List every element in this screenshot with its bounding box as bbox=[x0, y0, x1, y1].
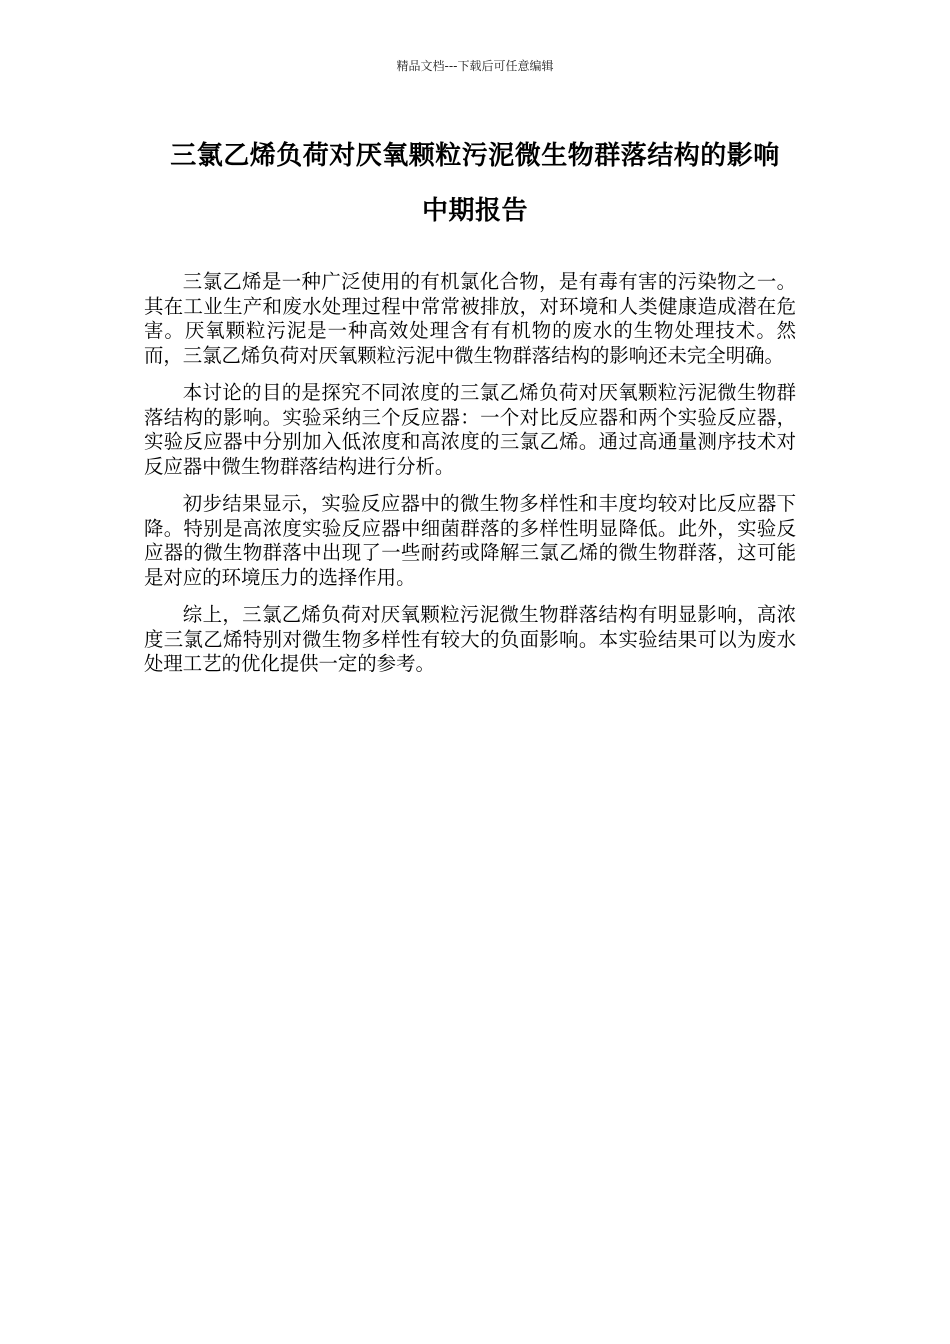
body-paragraph-1: 三氯乙烯是一种广泛使用的有机氯化合物，是有毒有害的污染物之一。其在工业生产和废水处理过程中常常被排放，对环境和人类健康造成潜在危害。厌氧颗粒污泥是一种高效处理含有有机物的废水的生物处理技术。然而，三氯乙烯负荷对厌氧颗粒污泥中微生物群落结构的影响还未完全明确。 bbox=[144, 270, 796, 367]
header-note: 精品文档---下载后可任意编辑 bbox=[396, 59, 554, 73]
body-paragraph-2: 本讨论的目的是探究不同浓度的三氯乙烯负荷对厌氧颗粒污泥微生物群落结构的影响。实验采纳三个反应器：一个对比反应器和两个实验反应器，实验反应器中分别加入低浓度和高浓度的三氯乙烯。通过高通量测序技术对反应器中微生物群落结构进行分析。 bbox=[144, 381, 796, 478]
document-body bbox=[144, 270, 796, 690]
body-paragraph-3: 初步结果显示，实验反应器中的微生物多样性和丰度均较对比反应器下降。特别是高浓度实验反应器中细菌群落的多样性明显降低。此外，实验反应器的微生物群落中出现了一些耐药或降解三氯乙烯的微生物群落，这可能是对应的环境压力的选择作用。 bbox=[144, 492, 796, 589]
document-title-line-1: 三氯乙烯负荷对厌氧颗粒污泥微生物群落结构的影响 bbox=[170, 141, 780, 171]
body-paragraph-4: 综上，三氯乙烯负荷对厌氧颗粒污泥微生物群落结构有明显影响，高浓度三氯乙烯特别对微生物多样性有较大的负面影响。本实验结果可以为废水处理工艺的优化提供一定的参考。 bbox=[144, 603, 796, 675]
document-title-line-2: 中期报告 bbox=[421, 196, 528, 226]
